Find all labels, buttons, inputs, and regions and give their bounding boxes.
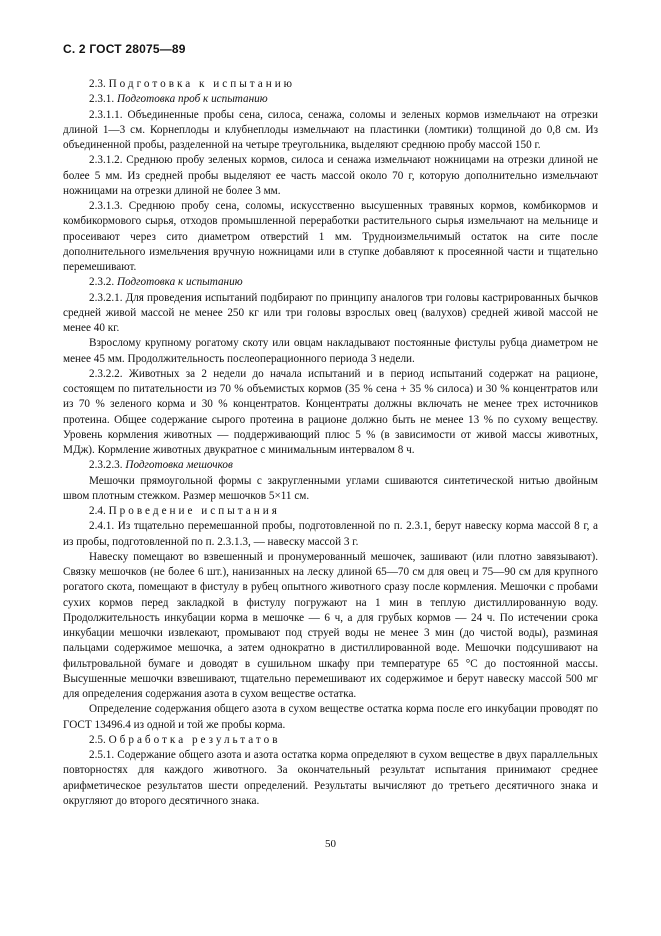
- subsection-title: Подготовка к испытанию: [116, 276, 243, 289]
- section-title: Проведение испытания: [108, 505, 280, 517]
- paragraph: 2.5.1. Содержание общего азота и азота остатка корма определяют в сухом веществе в двух параллельных повторностях для каждого животного. За окончательный результат испытания принимают среднее арифметическое результатов шести определений. Результаты вычисляют до третьего десятичного знака и округляют до второго десятичного знака.: [63, 749, 598, 807]
- paragraph: Взрослому крупному рогатому скоту или овцам накладывают постоянные фистулы рубца диаметром не менее 45 мм. Продолжительность послеоперационного периода 3 недели.: [63, 337, 598, 365]
- subsection-heading: 2.3.1. Подготовка проб к испытанию: [89, 93, 268, 106]
- paragraph: 2.3.2.1. Для проведения испытаний подбирают по принципу аналогов три головы кастрированных бычков средней живой массой не менее 250 кг или три головы взрослых овец (валухов) средней живой массой не менее 40 кг.: [63, 291, 598, 334]
- document-body: [63, 77, 598, 809]
- paragraph: 2.3.1.1. Объединенные пробы сена, силоса, сенажа, соломы и зеленых кормов измельчают на отрезки длиной 1—3 см. Корнеплоды и клубнеплоды измельчают на пластинки (ломтики) толщиной до 0,8 см. Из объединенной пробы, разделенной на четыре треугольника, выделяют среднюю пробу массой 150 г.: [63, 108, 598, 151]
- page-header: С. 2 ГОСТ 28075—89: [63, 42, 186, 56]
- paragraph: Навеску помещают во взвешенный и пронумерованный мешочек, зашивают (или плотно завязывают). Связку мешочков (не более 6 шт.), нанизанных на леску длиной 65—70 см для овец и 75—90 см для крупного рогатого скота, помещают в фистулу в рубец опытного животного сразу после кормления. Мешочки с пробами сухих кормов перед закладкой в фистулу погружают на 1 мин в теплую дистиллированную воду. Продолжительность инкубации корма в мешочке — 6 ч, а для грубых кормов — 24 ч. По истечении срока инкубации мешочки извлекают, промывают под струей воды не менее 3 мин (до чистой воды), разминая пальцами содержимое мешочка, а затем однократно в дистиллированной воде. Мешочки подсушивают на фильтровальной бумаге и доводят в сушильном шкафу при температуре 65 °С до постоянной массы. Высушенные мешочки взвешивают, тщательно перемешивают их содержимое и берут навеску массой 500 мг для определения содержания азота в сухом веществе остатка.: [63, 550, 598, 700]
- section-heading: 2.5. Обработка результатов: [89, 733, 281, 746]
- subsection-title: Подготовка мешочков: [125, 459, 233, 472]
- paragraph: 2.3.2.2. Животных за 2 недели до начала испытаний и в период испытаний содержат на рационе, состоящем по питательности из 70 % объемистых кормов (35 % сена + 35 % силоса) и 30 % концентратов или из 70 % зеленого корма и 30 % концентратов. Концентраты должны включать не менее трех источников протеина. Общее содержание сырого протеина в рационе должно быть не менее 13 % по сухому веществу. Уровень кормления животных — поддерживающий плюс 5 % (в зависимости от живой массы животных, МДж). Кормление животных двукратное с минимальным интервалом 8 ч.: [63, 367, 598, 456]
- section-title: Обработка результатов: [108, 733, 281, 746]
- section-title: Подготовка к испытанию: [108, 78, 296, 90]
- paragraph: 2.3.1.3. Среднюю пробу сена, соломы, искусственно высушенных травяных кормов, комбикормов и комбикормового сырья, отходов промышленной переработки растительного сырья измельчают на мельнице и просеивают через сито диаметром отверстий 1 мм. Трудноизмельчимый остаток на сите после дополнительного измельчения вручную ножницами или в ступке добавляют к просеянной части и тщательно перемешивают.: [63, 200, 598, 273]
- paragraph: 2.4.1. Из тщательно перемешанной пробы, подготовленной по п. 2.3.1, берут навеску корма массой 8 г, а из пробы, подготовленной по п. 2.3.1.3, — навеску массой 3 г.: [63, 520, 598, 548]
- section-heading: 2.3. Подготовка к испытанию: [89, 78, 296, 90]
- paragraph: Мешочки прямоугольной формы с закругленными углами сшиваются синтетической нитью двойным швом плотным стежком. Размер мешочков 5×11 см.: [63, 474, 598, 502]
- page-number: 50: [325, 838, 336, 850]
- subsection-heading: 2.3.2.3. Подготовка мешочков: [89, 459, 233, 472]
- subsection-heading: 2.3.2. Подготовка к испытанию: [89, 276, 243, 289]
- section-heading: 2.4. Проведение испытания: [89, 505, 280, 517]
- paragraph: Определение содержания общего азота в сухом веществе остатка корма после его инкубации проводят по ГОСТ 13496.4 из одной и той же пробы корма.: [63, 703, 598, 731]
- paragraph: 2.3.1.2. Среднюю пробу зеленых кормов, силоса и сенажа измельчают ножницами на отрезки длиной не более 5 мм. Из средней пробы выделяют ее часть массой около 70 г, которую дополнительно измельчают ножницами на отрезки длиной не более 3 мм.: [63, 154, 598, 197]
- subsection-title: Подготовка проб к испытанию: [116, 93, 268, 106]
